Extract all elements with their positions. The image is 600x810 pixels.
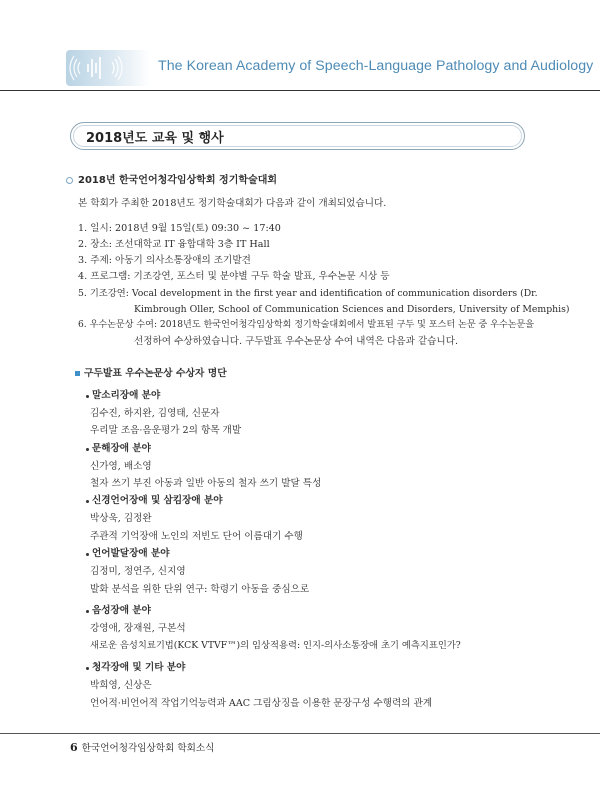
page-number: 6: [70, 741, 78, 754]
event-item: 1. 일시: 2018년 9월 15일(토) 09:30 ~ 17:40: [78, 223, 281, 234]
bullet-icon: [86, 448, 89, 451]
square-bullet-icon: [75, 371, 80, 376]
award-category: 문해장애 분야: [92, 443, 151, 454]
award-category: 신경언어장애 및 삼킴장애 분야: [92, 495, 223, 506]
page-footer: [70, 740, 214, 754]
award-paper-title: 새로운 음성치료기법(KCK VTVF™)의 임상적용력: 인지-의사소통장애 초기 예측지표인가?: [90, 640, 461, 651]
award-authors: 신가영, 배소영: [90, 461, 152, 472]
circle-bullet-icon: [66, 177, 73, 184]
event-item: 6. 우수논문상 수여: 2018년도 한국언어청각임상학회 정기학술대회에서 발표된 구두 및 포스터 논문 중 우수논문을: [78, 320, 535, 330]
event-item-continued: 선정하여 수상하였습니다. 구두발표 우수논문상 수여 내역은 다음과 같습니다.: [134, 336, 459, 347]
bullet-icon: [86, 667, 89, 670]
event-intro: 본 학회가 주최한 2018년도 정기학술대회가 다음과 같이 개최되었습니다.: [78, 198, 387, 209]
bullet-icon: [86, 395, 89, 398]
academy-logo-icon: [66, 50, 150, 86]
award-authors: 김수진, 하지완, 김영태, 신문자: [90, 408, 220, 419]
award-paper-title: 주관적 기억장애 노인의 저빈도 단어 이름대기 수행: [90, 531, 303, 542]
section-title-box: [70, 122, 525, 150]
award-category: 청각장애 및 기타 분야: [92, 662, 186, 673]
award-authors: 박희영, 신상은: [90, 680, 152, 691]
bullet-icon: [86, 500, 89, 503]
bullet-icon: [86, 553, 89, 556]
header-divider: [0, 90, 600, 91]
award-paper-title: 언어적·비언어적 작업기억능력과 AAC 그림상징을 이용한 문장구성 수행력의 관계: [90, 698, 433, 709]
event-heading: 2018년 한국언어청각임상학회 정기학술대회: [78, 175, 278, 186]
award-category: 언어발달장애 분야: [92, 548, 170, 559]
award-authors: 박상욱, 김정완: [90, 513, 152, 524]
award-authors: 김정미, 정연주, 신지영: [90, 566, 186, 577]
sound-wave-icon: [66, 50, 150, 86]
event-item: 5. 기조강연: Vocal development in the first year and identification of communication disorders (Dr.: [78, 288, 538, 299]
section-title: 2018년도 교육 및 행사: [86, 131, 224, 146]
event-item: 4. 프로그램: 기조강연, 포스터 및 분야별 구두 학술 발표, 우수논문 시상 등: [78, 271, 390, 282]
event-item: 3. 주제: 아동기 의사소통장애의 조기발견: [78, 255, 251, 266]
footer-label: 한국언어청각임상학회 학회소식: [81, 743, 215, 754]
footer-divider: [0, 733, 600, 734]
award-paper-title: 철자 쓰기 부진 아동과 일반 아동의 철자 쓰기 발달 특성: [90, 478, 322, 489]
award-paper-title: 우리말 조음·음운평가 2의 항목 개발: [90, 425, 242, 436]
award-authors: 강영애, 장재원, 구본석: [90, 623, 186, 634]
bullet-icon: [86, 610, 89, 613]
award-category: 말소리장애 분야: [92, 390, 161, 401]
event-item-continued: Kimbrough Oller, School of Communication Sciences and Disorders, University of Memphis): [134, 304, 570, 315]
page-header: [0, 38, 600, 100]
event-item: 2. 장소: 조선대학교 IT 융합대학 3층 IT Hall: [78, 239, 270, 250]
award-paper-title: 발화 분석을 위한 단위 연구: 학령기 아동을 중심으로: [90, 584, 310, 595]
awards-heading: 구두발표 우수논문상 수상자 명단: [84, 368, 227, 379]
award-category: 음성장애 분야: [92, 605, 151, 616]
journal-title: The Korean Academy of Speech-Language Pathology and Audiology: [158, 58, 594, 74]
